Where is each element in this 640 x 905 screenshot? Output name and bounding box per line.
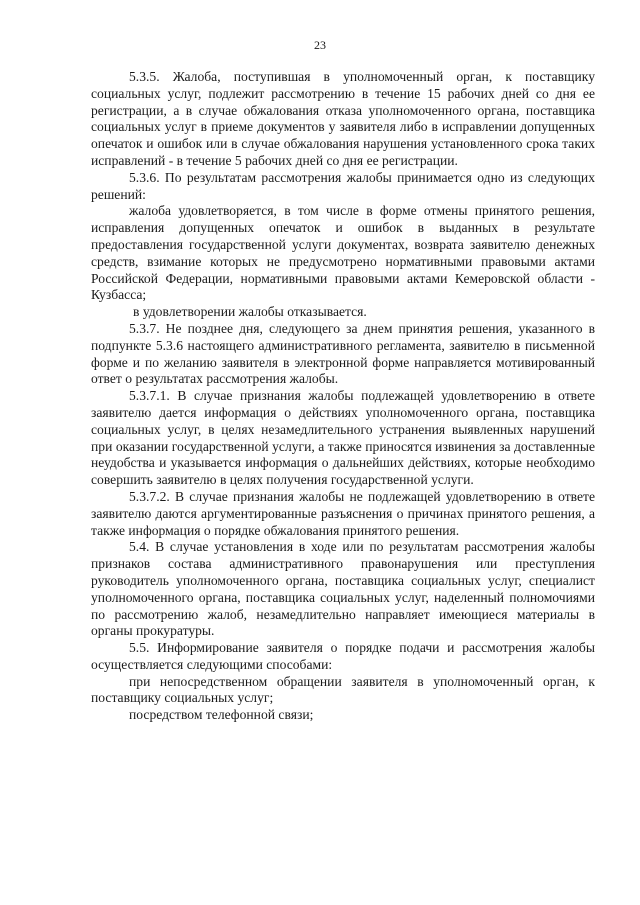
paragraph-decision-refused: в удовлетворении жалобы отказывается.: [133, 304, 367, 320]
paragraph-5-3-6: 5.3.6. По результатам рассмотрения жалобы принимается одно из следующих решений:: [91, 169, 595, 202]
page-number: 23: [314, 38, 326, 52]
paragraph-5-3-7: 5.3.7. Не позднее дня, следующего за днем принятия решения, указанного в подпункте 5.3.6 настоящего административного регламента, заявителю в письменной форме и по желанию заявителя в электронной форме направляется мотивированный ответ о результатах рассмотрения жалобы.: [91, 320, 595, 387]
paragraph-phone: посредством телефонной связи;: [129, 707, 314, 723]
document-body: [91, 69, 595, 724]
paragraph-direct-appeal: при непосредственном обращении заявителя в уполномоченный орган, к поставщику социальных услуг;: [91, 673, 595, 706]
paragraph-5-3-7-1: 5.3.7.1. В случае признания жалобы подлежащей удовлетворению в ответе заявителю дается информация о действиях уполномоченного органа, поставщика социальных услуг, в целях незамедлительного устранения выявленных нарушений при оказании государственной услуги, а также приносятся извинения за доставленные неудобства и указывается информация о дальнейших действиях, которые необходимо совершить заявителю в целях получения государственной услуги.: [91, 388, 595, 488]
paragraph-5-3-7-2: 5.3.7.2. В случае признания жалобы не подлежащей удовлетворению в ответе заявителю даются аргументированные разъяснения о причинах принятого решения, а также информация о порядке обжалования принятого решения.: [91, 488, 595, 538]
paragraph-5-5: 5.5. Информирование заявителя о порядке подачи и рассмотрения жалобы осуществляется следующими способами:: [91, 640, 595, 672]
paragraph-decision-satisfied: жалоба удовлетворяется, в том числе в форме отмены принятого решения, исправления допущенных опечаток и ошибок в выданных в результате предоставления государственной услуги документах, возврата заявителю денежных средств, взимание которых не предусмотрено нормативными правовыми актами Российской Федерации, нормативными правовыми актами Кемеровской области - Кузбасса;: [91, 203, 595, 303]
paragraph-5-4: 5.4. В случае установления в ходе или по результатам рассмотрения жалобы признаков состава административного правонарушения или преступления руководитель уполномоченного органа, поставщика социальных услуг, специалист уполномоченного органа, поставщика социальных услуг, наделенный полномочиями по рассмотрению жалоб, незамедлительно направляет имеющиеся материалы в органы прокуратуры.: [91, 539, 595, 639]
paragraph-5-3-5: 5.3.5. Жалоба, поступившая в уполномоченный орган, к поставщику социальных услуг, подлежит рассмотрению в течение 15 рабочих дней со дня ее регистрации, а в случае обжалования отказа уполномоченного органа, поставщика социальных услуг в приеме документов у заявителя либо в исправлении допущенных опечаток и ошибок или в случае обжалования нарушения установленного срока таких исправлений - в течение 5 рабочих дней со дня ее регистрации.: [91, 69, 595, 168]
